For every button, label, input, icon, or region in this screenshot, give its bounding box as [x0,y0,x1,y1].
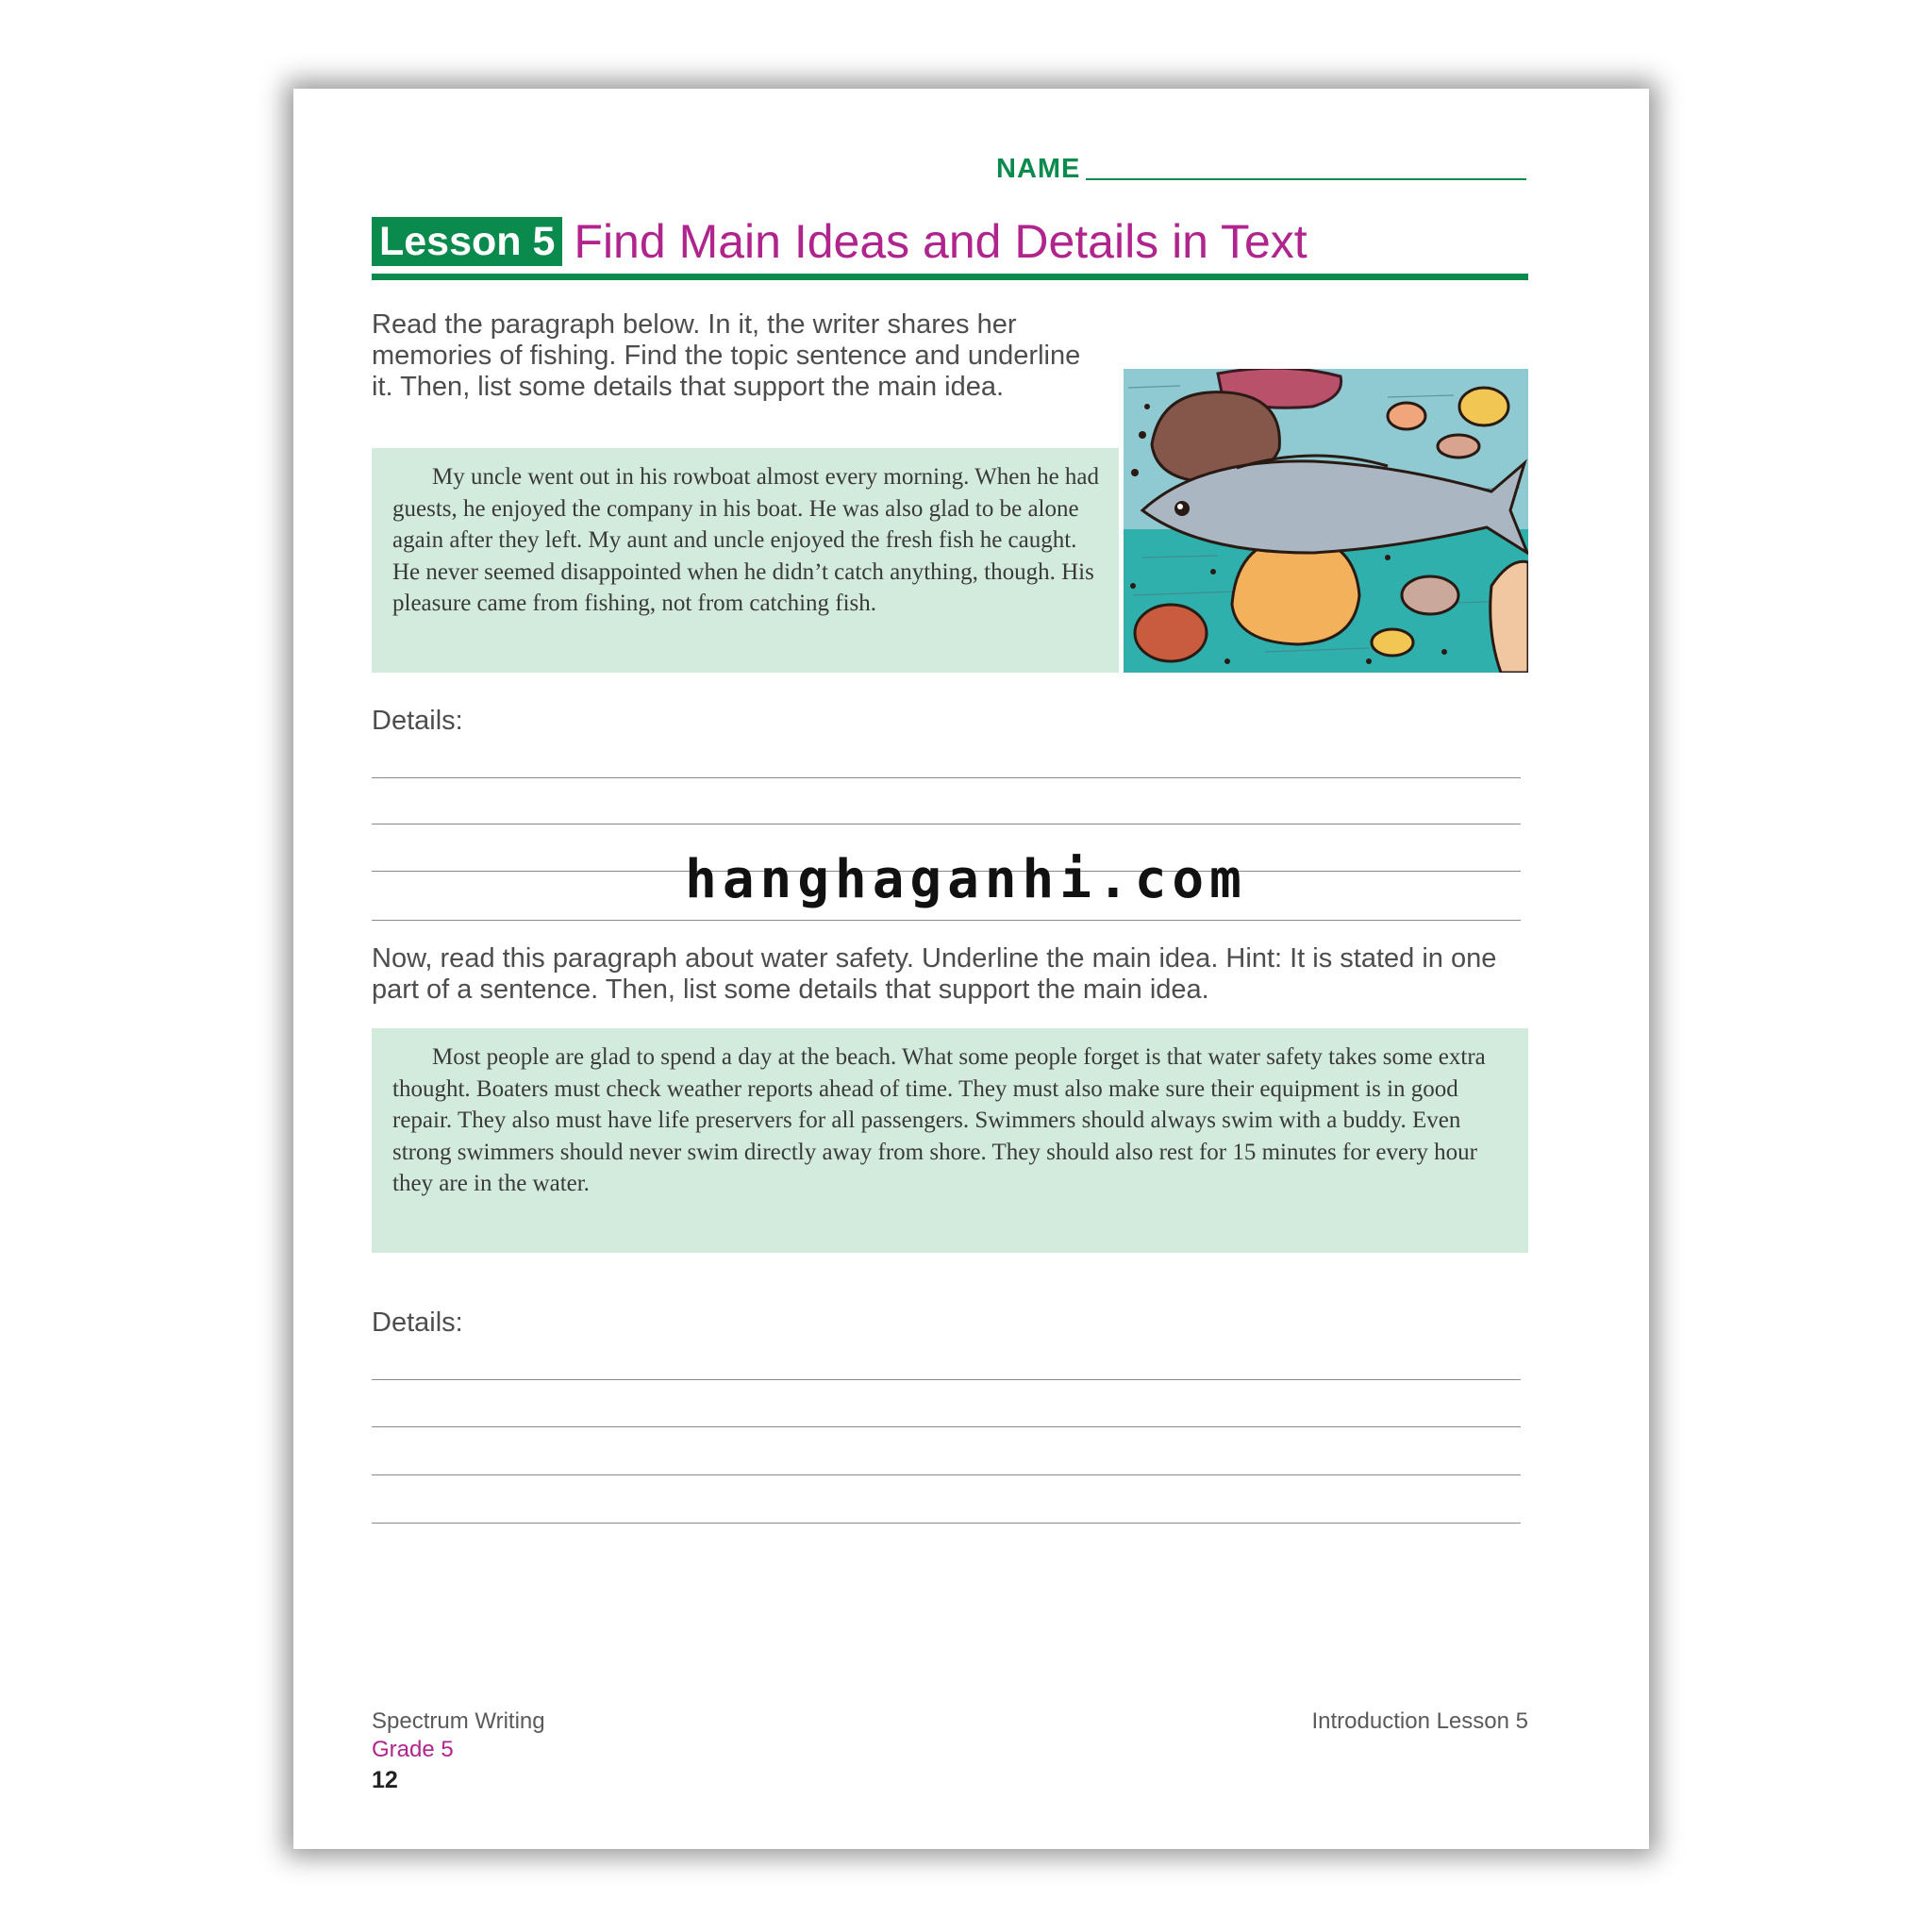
answer-line[interactable] [372,1426,1521,1427]
name-field [996,149,1526,183]
answer-line[interactable] [372,1474,1521,1475]
details-label-1: Details: [372,706,463,736]
answer-line[interactable] [372,920,1521,921]
fish-illustration [1124,369,1528,673]
lesson-badge: Lesson 5 [372,217,562,266]
name-line [1086,178,1526,180]
answer-line[interactable] [372,1379,1521,1380]
lesson-title: Find Main Ideas and Details in Text [574,215,1307,268]
lesson-heading [372,213,1528,270]
answer-line[interactable] [372,777,1521,778]
footer-grade: Grade 5 [372,1737,454,1762]
footer-lesson-ref: Introduction Lesson 5 [1311,1708,1528,1734]
details-label-2: Details: [372,1307,463,1338]
water-safety-paragraph: Most people are glad to spend a day at the beach. What some people forget is that water safety takes some extra thought. Boaters must check weather reports ahead of time. They must also make sure their equipment is in good repair. They also must have life preservers for all passengers. Swimmers should always swim with a buddy. Even strong swimmers should never swim directly away from shore. They should also rest for 15 minutes for every hour they are in the water. [392,1044,1486,1196]
footer-left [372,1707,545,1794]
fishing-paragraph: My uncle went out in his rowboat almost every morning. When he had guests, he enjoyed the company in his boat. He was also glad to be alone again after they left. My aunt and uncle enjoyed the fresh fish he caught. He never seemed disappointed when he didn’t catch anything, though. His pleasure came from fishing, not from catching fish. [392,464,1100,616]
answer-line[interactable] [372,1523,1521,1524]
paragraph-box-2 [372,1028,1528,1253]
page-number: 12 [372,1767,398,1793]
instructions-2: Now, read this paragraph about water safety. Underline the main idea. Hint: It is stated in one part of a sentence. Then, list some details that support the main idea. [372,943,1497,1005]
watermark: hanghaganhi.com [685,849,1247,910]
footer-book-title: Spectrum Writing [372,1708,545,1734]
name-label: NAME [996,154,1081,184]
instructions-1: Read the paragraph below. In it, the writer shares her memories of fishing. Find the topic sentence and underline it. Then, list some details that support the main idea. [372,309,1081,402]
title-rule [372,274,1528,280]
paragraph-box-1 [372,448,1119,673]
